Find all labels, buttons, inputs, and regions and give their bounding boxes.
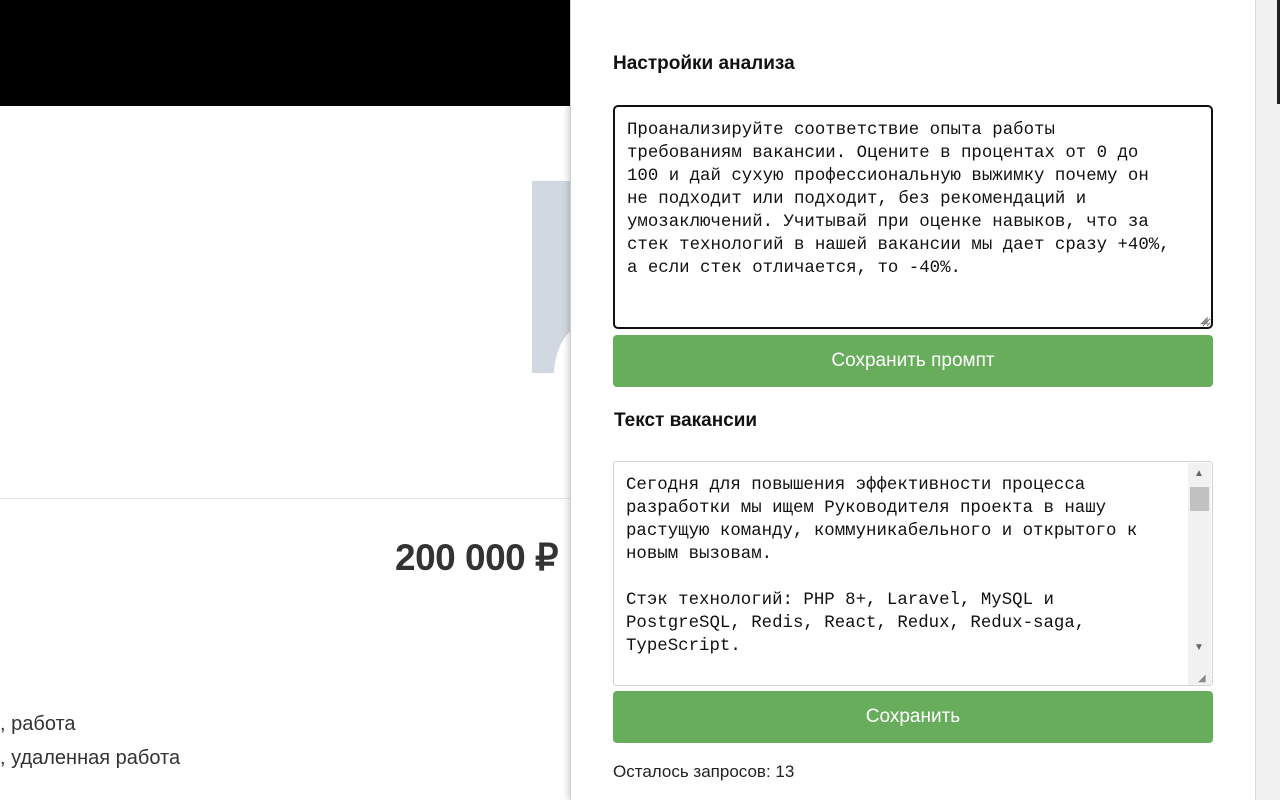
prompt-textarea[interactable] bbox=[613, 105, 1213, 329]
resize-grip-icon[interactable]: ◢ bbox=[1198, 673, 1206, 684]
vacancy-textarea-scrollbar[interactable] bbox=[1188, 463, 1211, 685]
prompt-settings-heading: Настройки анализа bbox=[613, 53, 795, 74]
salary-value: 200 000 ₽ bbox=[395, 537, 559, 578]
save-prompt-button[interactable]: Сохранить промпт bbox=[613, 335, 1213, 387]
resize-grip-icon[interactable]: ◢ bbox=[1200, 315, 1208, 326]
divider bbox=[0, 498, 570, 499]
work-format: , удаленная работа bbox=[0, 747, 181, 769]
vacancy-image-placeholder bbox=[532, 181, 572, 373]
vacancy-scrollbar-thumb[interactable] bbox=[1190, 487, 1209, 511]
remaining-requests-counter: Осталось запросов: 13 bbox=[613, 762, 795, 781]
panel-scrollbar[interactable] bbox=[1255, 0, 1280, 800]
site-header bbox=[0, 0, 570, 106]
vacancy-text-heading: Текст вакансии bbox=[614, 410, 758, 431]
scroll-down-arrow-icon[interactable]: ▼ bbox=[1194, 642, 1204, 653]
vacancy-textarea[interactable] bbox=[613, 461, 1213, 686]
save-vacancy-button[interactable]: Сохранить bbox=[613, 691, 1213, 743]
scroll-up-arrow-icon[interactable]: ▲ bbox=[1194, 468, 1204, 479]
employment-type: , работа bbox=[0, 713, 76, 735]
